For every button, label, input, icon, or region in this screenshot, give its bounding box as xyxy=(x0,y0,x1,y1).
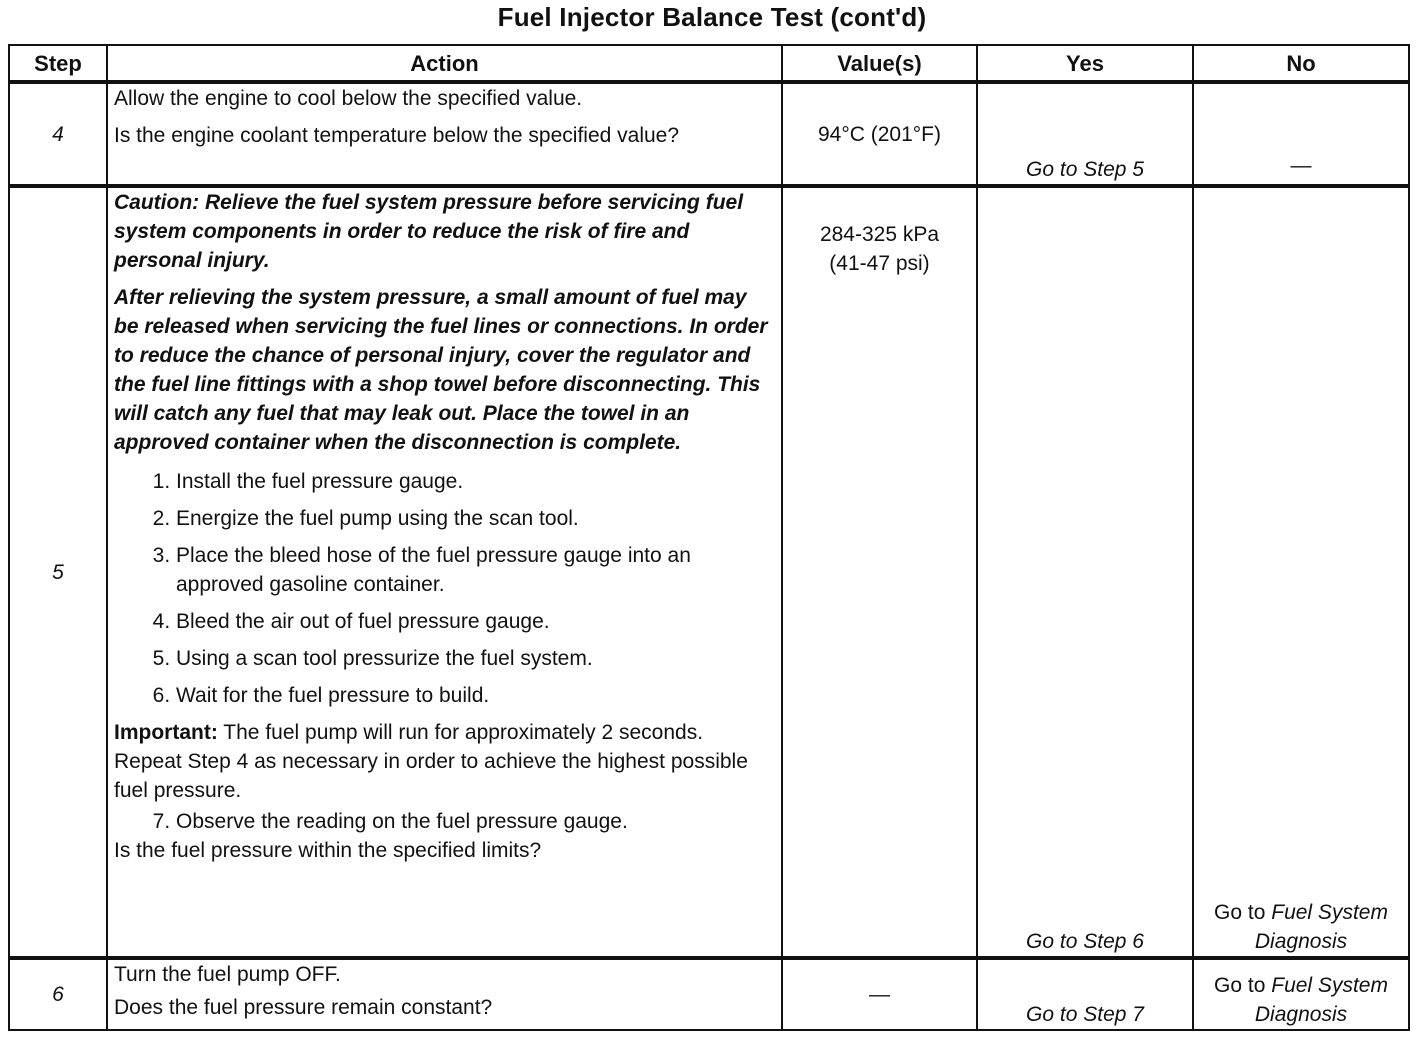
table-row-step-6 xyxy=(9,958,1409,1030)
header-step: Step xyxy=(9,45,107,82)
value-cell xyxy=(782,82,977,186)
no-cell xyxy=(1193,958,1409,1030)
action-question: Does the fuel pressure remain constant? xyxy=(114,996,493,1019)
table-header-row xyxy=(9,45,1409,82)
list-item: 3. Place the bleed hose of the fuel pressure gauge into an approved gasoline container. xyxy=(176,541,775,599)
action-instruction: Turn the fuel pump OFF. xyxy=(114,963,341,986)
no-cell xyxy=(1193,82,1409,186)
important-note xyxy=(114,718,775,805)
value-text: 94°C (201°F) xyxy=(817,122,941,146)
caution-note: Caution: Relieve the fuel system pressure before servicing fuel system components in order to reduce the risk of fire and personal injury. xyxy=(114,191,744,272)
no-text: — xyxy=(1290,154,1312,177)
action-question: Is the engine coolant temperature below the specified value? xyxy=(114,124,680,147)
procedure-list-continued xyxy=(114,807,775,836)
table-row-step-4 xyxy=(9,82,1409,186)
no-link[interactable]: Fuel System Diagnosis xyxy=(1254,974,1388,1026)
header-values: Value(s) xyxy=(782,45,977,82)
step-number: 5 xyxy=(9,186,107,958)
value-kpa: 284-325 kPa xyxy=(819,223,940,246)
action-cell xyxy=(107,82,782,186)
list-item: 7. Observe the reading on the fuel pressure gauge. xyxy=(176,807,775,836)
list-item: 4. Bleed the air out of fuel pressure gauge. xyxy=(176,607,775,636)
list-item: 5. Using a scan tool pressurize the fuel system. xyxy=(176,644,775,673)
action-cell xyxy=(107,958,782,1030)
header-action: Action xyxy=(107,45,782,82)
action-question: Is the fuel pressure within the specified limits? xyxy=(114,839,542,862)
important-text: The fuel pump will run for approximately 2 seconds. Repeat Step 4 as necessary in order to achieve the highest possible fuel pressure. xyxy=(114,721,748,802)
action-cell xyxy=(107,186,782,958)
header-no: No xyxy=(1193,45,1409,82)
step-number: 4 xyxy=(9,82,107,186)
yes-link[interactable]: Go to Step 7 xyxy=(1026,1003,1144,1026)
no-prefix: Go to xyxy=(1214,974,1266,997)
list-item: 6. Wait for the fuel pressure to build. xyxy=(176,681,775,710)
action-instruction: Allow the engine to cool below the specified value. xyxy=(114,87,583,110)
yes-link[interactable]: Go to Step 5 xyxy=(1026,158,1144,181)
list-item: 1. Install the fuel pressure gauge. xyxy=(176,467,775,496)
page-title: Fuel Injector Balance Test (cont'd) xyxy=(497,2,927,32)
warning-note: After relieving the system pressure, a small amount of fuel may be released when servicing the fuel lines or connections. In order to reduce the chance of personal injury, cover the regulator and the fuel line fittings with a shop towel before disconnecting. This will catch any fuel that may leak out. Place the towel in an approved container when the disconnection is complete. xyxy=(114,286,768,454)
yes-cell xyxy=(977,186,1193,958)
value-cell xyxy=(782,186,977,958)
step-number: 6 xyxy=(9,958,107,1030)
no-prefix: Go to xyxy=(1214,901,1266,924)
header-yes: Yes xyxy=(977,45,1193,82)
table-row-step-5 xyxy=(9,186,1409,958)
value-cell xyxy=(782,958,977,1030)
no-link[interactable]: Fuel System Diagnosis xyxy=(1254,901,1388,953)
list-item: 2. Energize the fuel pump using the scan tool. xyxy=(176,504,775,533)
value-psi: (41-47 psi) xyxy=(829,252,930,275)
procedure-list xyxy=(114,467,775,710)
important-label: Important: xyxy=(114,721,218,744)
yes-cell xyxy=(977,82,1193,186)
yes-cell xyxy=(977,958,1193,1030)
no-cell xyxy=(1193,186,1409,958)
value-text: — xyxy=(869,983,890,1006)
diagnostic-table xyxy=(8,44,1410,1031)
yes-link[interactable]: Go to Step 6 xyxy=(1026,930,1144,953)
